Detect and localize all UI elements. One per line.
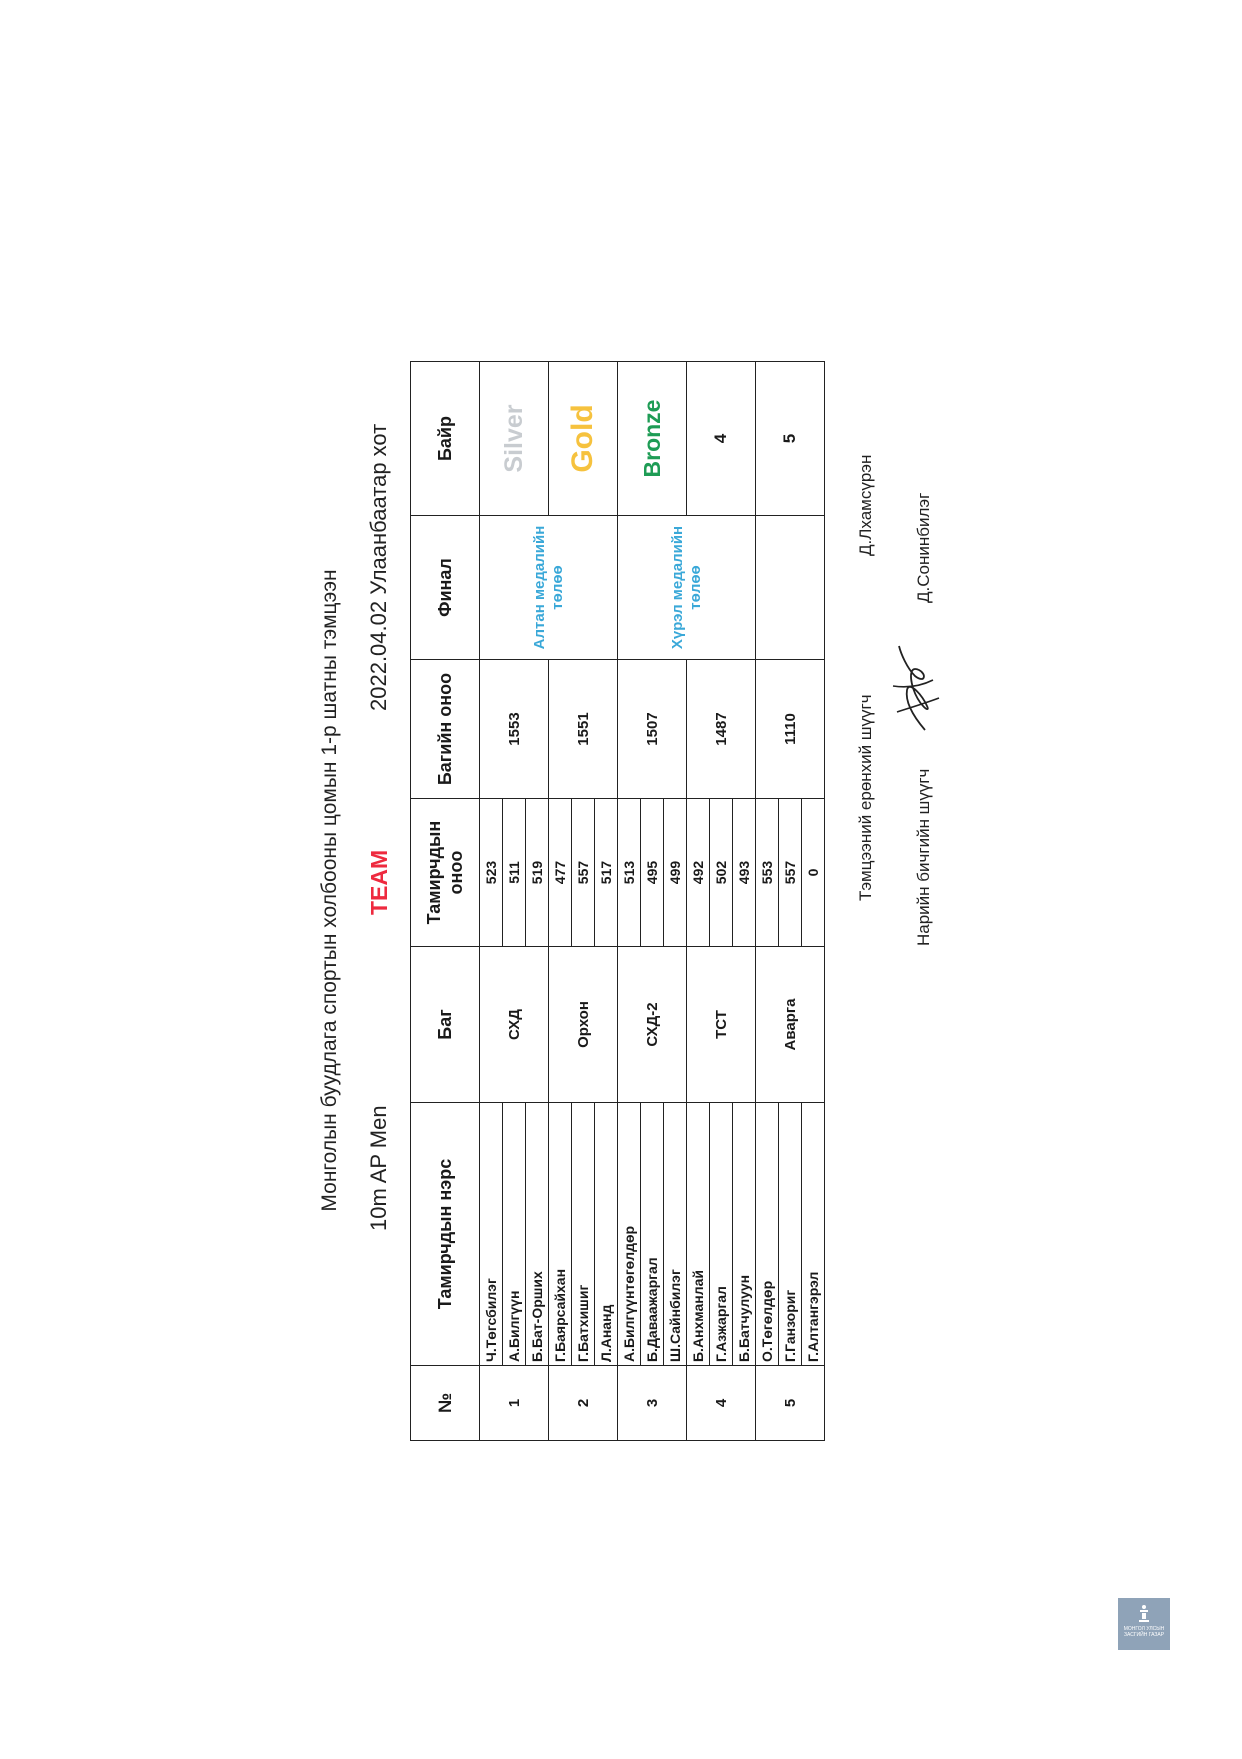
athlete-score: 557 bbox=[779, 799, 802, 947]
team-score: 1553 bbox=[480, 660, 549, 799]
place-silver: Silver bbox=[480, 362, 549, 516]
event-label: 10m AP Men bbox=[366, 1105, 391, 1231]
team-no: 3 bbox=[618, 1366, 687, 1441]
athlete-score: 495 bbox=[641, 799, 664, 947]
chief-judge-label: Тэмцээний ерөнхий шүүгч bbox=[856, 694, 875, 901]
athlete-name: Г.Азжаргал bbox=[710, 1103, 733, 1366]
athlete-name: А.Билгүүн bbox=[503, 1103, 526, 1366]
athlete-name: Б.Бат-Орших bbox=[526, 1103, 549, 1366]
athlete-name: Б.Батчулуун bbox=[733, 1103, 756, 1366]
table-header-row bbox=[411, 362, 480, 1441]
chief-judge-name: Д.Лхамсүрэн bbox=[856, 454, 875, 556]
team-name: СХД-2 bbox=[618, 947, 687, 1103]
final-gold-label: Алтан медалийн төлөө bbox=[480, 516, 618, 660]
team-score: 1110 bbox=[756, 660, 825, 799]
athlete-score: 499 bbox=[664, 799, 687, 947]
logo-line-2: ЗАСГИЙН ГАЗАР bbox=[1123, 1632, 1165, 1638]
athlete-name: Г.Батхишиг bbox=[572, 1103, 595, 1366]
athlete-name: Ш.Сайнбилэг bbox=[664, 1103, 687, 1366]
government-logo bbox=[1118, 1598, 1170, 1650]
athlete-name: О.Төгөлдөр bbox=[756, 1103, 779, 1366]
place-cell: 5 bbox=[756, 362, 825, 516]
col-header-team: Баг bbox=[411, 947, 480, 1103]
athlete-score: 553 bbox=[756, 799, 779, 947]
logo-line-1: МОНГОЛ УЛСЫН bbox=[1123, 1626, 1165, 1632]
athlete-score: 0 bbox=[802, 799, 825, 947]
athlete-name: А.Билгүүнтөгөлдөр bbox=[618, 1103, 641, 1366]
athlete-name: Г.Ганзориг bbox=[779, 1103, 802, 1366]
team-no: 5 bbox=[756, 1366, 825, 1441]
team-score: 1487 bbox=[687, 660, 756, 799]
col-header-final: Финал bbox=[411, 516, 480, 660]
athlete-name: Л.Ананд bbox=[595, 1103, 618, 1366]
team-no: 4 bbox=[687, 1366, 756, 1441]
col-header-no: № bbox=[411, 1366, 480, 1441]
athlete-name: Г.Алтангэрэл bbox=[802, 1103, 825, 1366]
team-name: ТСТ bbox=[687, 947, 756, 1103]
athlete-name: Г.Баярсайхан bbox=[549, 1103, 572, 1366]
athlete-score: 519 bbox=[526, 799, 549, 947]
athlete-name: Б.Анхманлай bbox=[687, 1103, 710, 1366]
athlete-score: 513 bbox=[618, 799, 641, 947]
team-no: 1 bbox=[480, 1366, 549, 1441]
place-gold: Gold bbox=[549, 362, 618, 516]
table-row bbox=[618, 362, 641, 1441]
athlete-score: 493 bbox=[733, 799, 756, 947]
team-no: 2 bbox=[549, 1366, 618, 1441]
secretary-name: Д.Сонинбилэг bbox=[914, 492, 933, 603]
date-place-label: 2022.04.02 Улаанбаатар хот bbox=[366, 423, 391, 711]
col-header-athlete-score: Тамирчдын оноо bbox=[411, 799, 480, 947]
athlete-score: 477 bbox=[549, 799, 572, 947]
team-score: 1551 bbox=[549, 660, 618, 799]
emblem-icon bbox=[1137, 1604, 1151, 1624]
team-score: 1507 bbox=[618, 660, 687, 799]
place-bronze: Bronze bbox=[618, 362, 687, 516]
rotated-page bbox=[318, 340, 963, 1441]
secretary-label: Нарийн бичгийн шүүгч bbox=[914, 768, 933, 946]
signature bbox=[883, 641, 945, 736]
table-row bbox=[480, 362, 503, 1441]
results-table bbox=[410, 361, 825, 1441]
athlete-score: 557 bbox=[572, 799, 595, 947]
final-bronze-label: Хүрэл медалийн төлөө bbox=[618, 516, 756, 660]
col-header-team-score: Багийн оноо bbox=[411, 660, 480, 799]
document-title: Монголын буудлага спортын холбооны цомын 1-р шатны тэмцээн bbox=[318, 569, 341, 1212]
table-row bbox=[756, 362, 779, 1441]
team-name: Аварга bbox=[756, 947, 825, 1103]
athlete-name: Б.Даваажаргал bbox=[641, 1103, 664, 1366]
athlete-score: 492 bbox=[687, 799, 710, 947]
athlete-score: 517 bbox=[595, 799, 618, 947]
athlete-score: 502 bbox=[710, 799, 733, 947]
team-name: Орхон bbox=[549, 947, 618, 1103]
athlete-name: Ч.Төгсбилэг bbox=[480, 1103, 503, 1366]
place-cell: 4 bbox=[687, 362, 756, 516]
col-header-place: Байр bbox=[411, 362, 480, 516]
athlete-score: 523 bbox=[480, 799, 503, 947]
category-label: TEAM bbox=[366, 849, 392, 915]
team-name: СХД bbox=[480, 947, 549, 1103]
athlete-score: 511 bbox=[503, 799, 526, 947]
col-header-athlete: Тамирчдын нэрс bbox=[411, 1103, 480, 1366]
final-empty-cell bbox=[756, 516, 825, 660]
